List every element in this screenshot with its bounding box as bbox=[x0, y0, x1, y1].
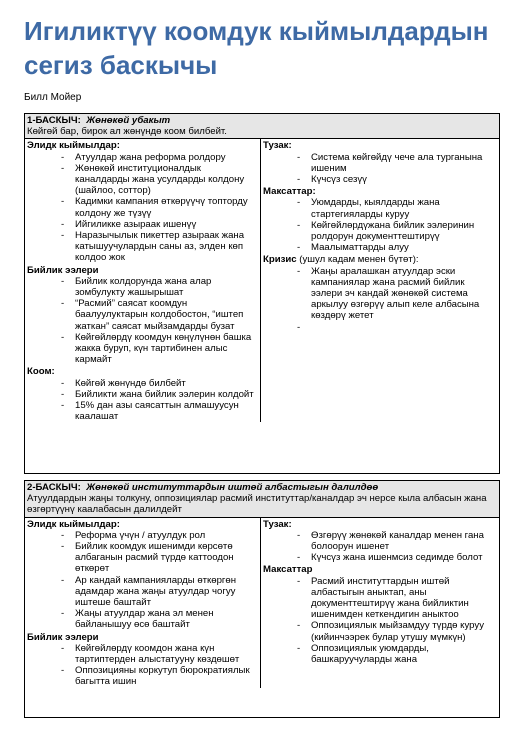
section-heading-note: (ушул кадам менен бүтөт): bbox=[296, 254, 419, 266]
stage-1-description: Көйгөй бар, бирок ал жөнүндө коом билбейт. bbox=[27, 126, 227, 138]
section-heading-text: Элидк кыймылдар: bbox=[27, 140, 120, 152]
list-item: - Наразычылык пикеттер азыраак жана катышуучулардын саны аз, элден көп колдоо жок bbox=[61, 230, 258, 264]
list-item: - Реформа үчүн / атуулдук рол bbox=[61, 530, 258, 541]
section-heading-text: Бийлик ээлери bbox=[27, 631, 99, 643]
section-heading bbox=[27, 366, 258, 377]
list-item: - Расмий институттардын иштөй албастыгын аныктап, аны документтештирүү жана бийликтин ишенимден кеткендигин аныктоо bbox=[297, 576, 497, 621]
stage-2-right-column bbox=[261, 518, 499, 688]
section-heading bbox=[263, 254, 497, 265]
list-item: - Өзгөрүү жөнөкөй каналдар менен гана болоорун ишенет bbox=[297, 530, 497, 552]
bullet-list bbox=[27, 378, 258, 423]
bullet-list bbox=[27, 530, 258, 631]
list-item bbox=[297, 322, 497, 333]
list-item: - Бийлик колдорунда жана алар зомбулукту жашырышат bbox=[61, 276, 258, 298]
section-heading bbox=[263, 140, 497, 151]
list-item: - Атуулдар жана реформа ролдору bbox=[61, 152, 258, 163]
list-item: - Күчсүз сезүү bbox=[297, 174, 497, 185]
section-heading-text: Кризис bbox=[263, 254, 297, 266]
list-item: - Кадимки кампания өткөрүүчү топторду колдону же түзүү bbox=[61, 196, 258, 218]
stage-2-subtitle: Жөнөкөй институттардын иштөй албастыгын далилдөө bbox=[86, 482, 379, 493]
stage-1-left-column bbox=[25, 139, 261, 422]
stage-2-table bbox=[24, 480, 500, 718]
section-heading-text: Тузак: bbox=[263, 518, 292, 530]
list-item: - Система көйгөйдү чече ала турганына ишеним bbox=[297, 152, 497, 174]
list-item: - Маалыматтарды алуу bbox=[297, 242, 497, 253]
list-item: - “Расмий” саясат коомдун баалуулуктарын колдобостон, “иштеп жаткан” саясат мыйзамдарды бузат bbox=[61, 298, 258, 332]
section-heading-text: Максаттар bbox=[263, 564, 313, 576]
section-heading-text: Тузак: bbox=[263, 140, 292, 152]
list-item: - Көйгөй жөнүндө билбейт bbox=[61, 378, 258, 389]
stage-2-number: 2-БАСКЫЧ: bbox=[27, 482, 81, 493]
section-heading-text: Коом: bbox=[27, 366, 55, 378]
stage-2-left-column bbox=[25, 518, 261, 688]
list-item: - Ар кандай кампанияларды өткөргөн адамдар жана жаңы атуулдар чогуу иштеше баштайт bbox=[61, 575, 258, 609]
section-heading bbox=[27, 519, 258, 530]
section-heading bbox=[27, 265, 258, 276]
list-item: - Көйгөйлөрдү коомдун көңүлүнөн башка жакка буруп, күн тартибинен алыс кармайт bbox=[61, 332, 258, 366]
bullet-list bbox=[27, 152, 258, 264]
section-heading bbox=[263, 519, 497, 530]
bullet-list bbox=[263, 530, 497, 564]
section-heading bbox=[263, 186, 497, 197]
bullet-list bbox=[263, 576, 497, 666]
stage-1-columns bbox=[25, 139, 499, 422]
list-item: - Ийгиликке азыраак ишенүү bbox=[61, 219, 258, 230]
list-item: - Жөнөкөй институционалдык каналдарды жана усулдарды колдону (шайлоо, соттор) bbox=[61, 163, 258, 197]
section-heading bbox=[27, 632, 258, 643]
stage-2-header bbox=[25, 481, 499, 518]
bullet-list bbox=[27, 643, 258, 688]
page-title: Игиликтүү коомдук кыймылдардын сегиз баскычы bbox=[24, 16, 489, 80]
bullet-list bbox=[263, 266, 497, 333]
stage-1-subtitle: Жөнөкөй убакыт bbox=[86, 115, 171, 126]
list-item: - Бийликти жана бийлик ээлерин колдойт bbox=[61, 389, 258, 400]
list-item: - Көйгөйлөрдү коомдон жана күн тартиптерден алыстатууну көздөшөт bbox=[61, 643, 258, 665]
section-heading bbox=[263, 564, 497, 575]
list-item: - 15% дан азы саясаттын алмашуусун каалашат bbox=[61, 400, 258, 422]
list-item: - Күчсүз жана ишенмсиз седимде болот bbox=[297, 552, 497, 563]
section-heading-text: Максаттар: bbox=[263, 186, 316, 198]
list-item: - Көйгөйлөрдүжана бийлик ээлеринин ролдорун документтештирүү bbox=[297, 220, 497, 242]
section-heading bbox=[27, 140, 258, 151]
stage-2-description: Атуулдардын жаңы толкуну, оппозициялар расмий институттар/каналдар эч нерсе кыла албасын жана өзгөртүүнү каалабасын далилдейт bbox=[27, 493, 487, 516]
list-item: - Оппозициялык мыйзамдуу түрдө куруу (кийинчээрек булар утушу мүмкүн) bbox=[297, 620, 497, 642]
list-item: - Оппозицияны коркутуп бюрократиялык багытта ишин bbox=[61, 665, 258, 687]
stage-1-table bbox=[24, 113, 500, 474]
list-item: - Бийлик коомдук ишенимди көрсөтө албаганын расмий түрдө каттоодон өткөрөт bbox=[61, 541, 258, 575]
section-heading-text: Бийлик ээлери bbox=[27, 264, 99, 276]
stage-1-title bbox=[27, 115, 497, 126]
list-item: - Уюмдарды, кыялдарды жана стартегияларды куруу bbox=[297, 197, 497, 219]
bullet-list bbox=[27, 276, 258, 366]
list-item: - Оппозициялык уюмдарды, башкаруучуларды жана bbox=[297, 643, 497, 665]
bullet-list bbox=[263, 152, 497, 186]
stage-2-title bbox=[27, 482, 497, 493]
stage-1-header bbox=[25, 114, 499, 139]
section-heading-text: Элидк кыймылдар: bbox=[27, 518, 120, 530]
stage-1-number: 1-БАСКЫЧ: bbox=[27, 115, 81, 126]
bullet-list bbox=[263, 197, 497, 253]
list-item: - Жаңы аралашкан атуулдар эски кампаниялар жана расмий бийлик ээлери эч кандай жөнөкөй система аркылуу өзгөрүү алып келе албасына көздөрү жетет bbox=[297, 266, 497, 322]
author-name: Билл Мойер bbox=[24, 92, 82, 103]
list-item: - Жаңы атуулдар жана эл менен байланышуу өсө баштайт bbox=[61, 608, 258, 630]
stage-2-columns bbox=[25, 518, 499, 688]
stage-1-right-column bbox=[261, 139, 499, 422]
